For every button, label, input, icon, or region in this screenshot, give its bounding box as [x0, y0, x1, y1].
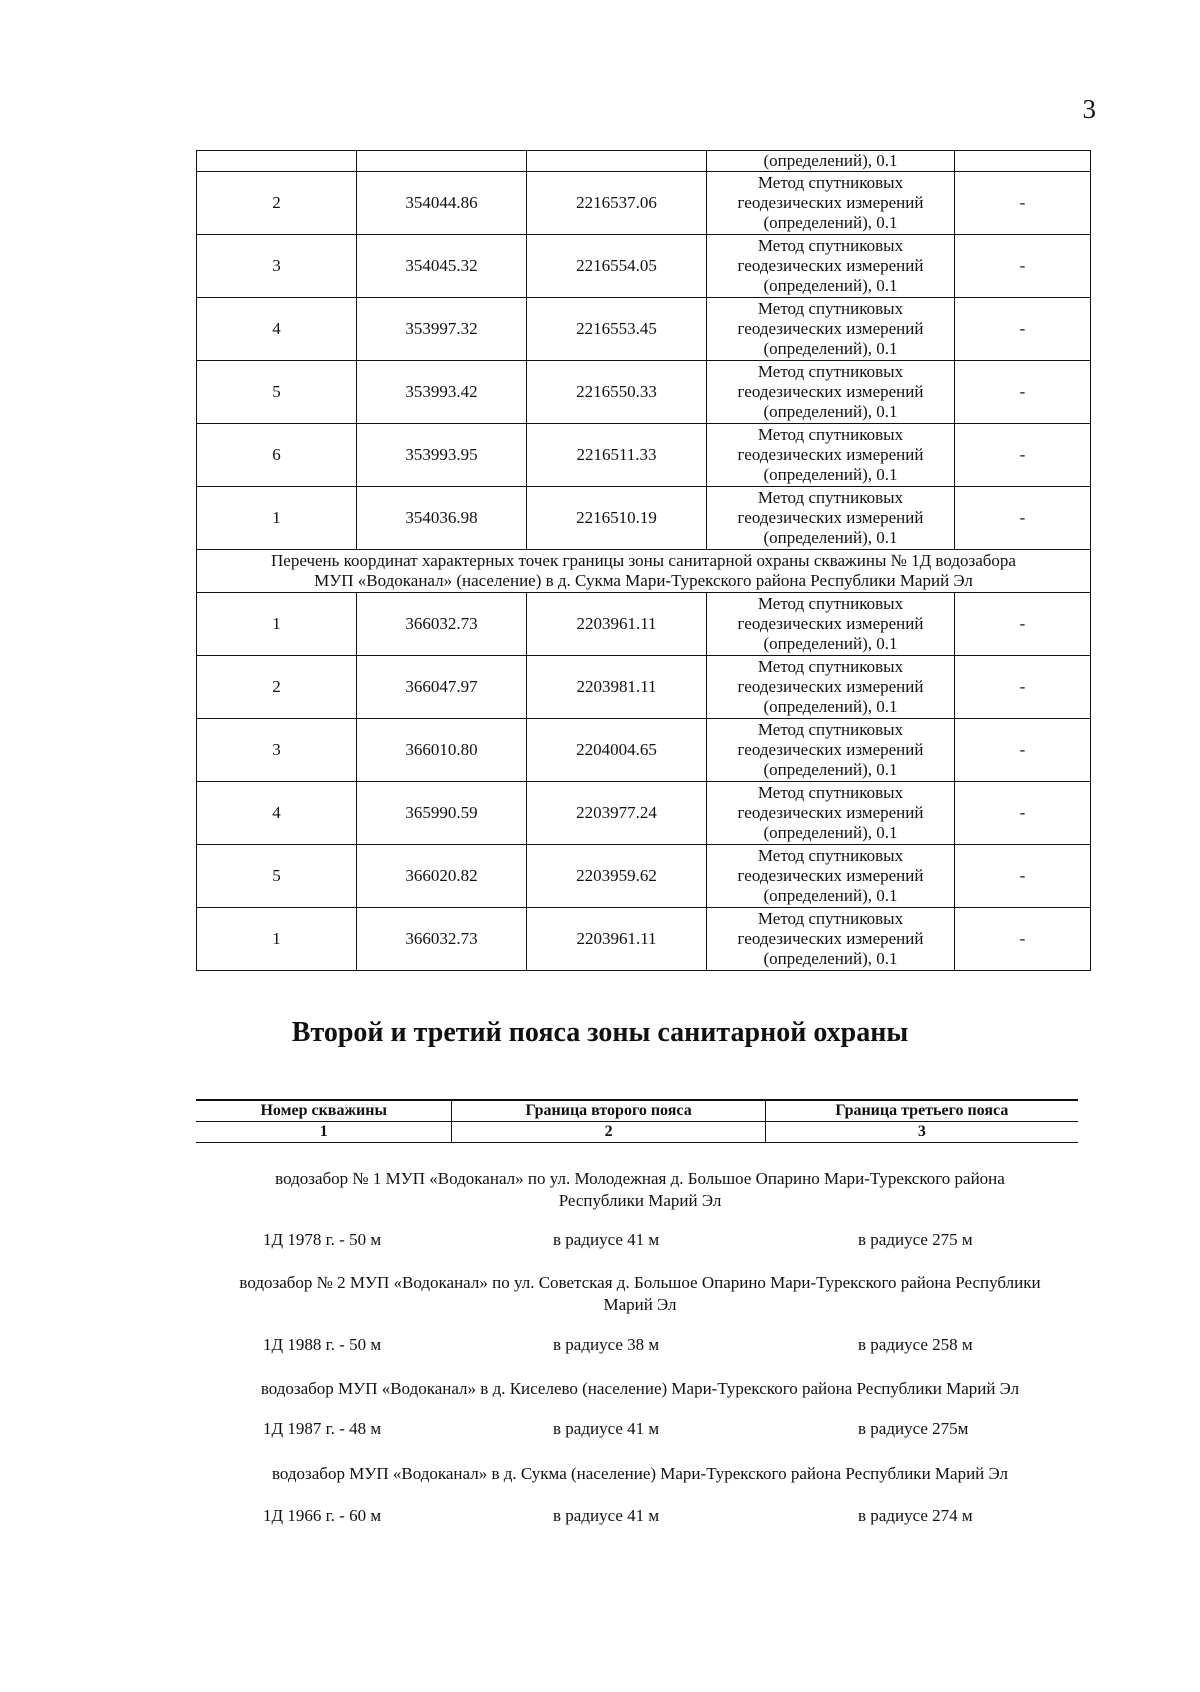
column-number-1: 1 — [319, 1123, 328, 1140]
table-row — [197, 235, 1091, 298]
column-header-third-belt: Граница третьего пояса — [765, 1101, 1078, 1121]
method-cell: Метод спутниковых геодезических измерений (определений), 0.1 — [707, 487, 955, 550]
third-belt-radius: в радиусе 274 м — [858, 1506, 973, 1525]
table-row — [197, 487, 1091, 550]
belts-table-header — [196, 1099, 1078, 1143]
well-coordinates-caption: Перечень координат характерных точек границы зоны санитарной охраны скважины № 1Д водозабора МУП «Водоканал» (население) в д. Сукма Мари-Турекского района Республики Марий Эл — [197, 550, 1091, 593]
column-number-3: 3 — [765, 1122, 1078, 1142]
note-cell: - — [955, 172, 1091, 235]
note-cell: - — [955, 487, 1091, 550]
table-row — [197, 424, 1091, 487]
x-coordinate-cell: 366047.97 — [357, 656, 527, 719]
note-cell: - — [955, 719, 1091, 782]
note-cell: - — [955, 656, 1091, 719]
note-cell: - — [955, 424, 1091, 487]
method-cell: Метод спутниковых геодезических измерений (определений), 0.1 — [707, 298, 955, 361]
second-belt-radius: в радиусе 41 м — [553, 1506, 660, 1525]
column-header-second-belt: Граница второго пояса — [451, 1101, 764, 1121]
method-cell: Метод спутниковых геодезических измерений (определений), 0.1 — [707, 656, 955, 719]
intake-belts-row — [0, 1334, 1200, 1356]
point-number-cell: 1 — [197, 593, 357, 656]
y-coordinate-cell: 2216553.45 — [527, 298, 707, 361]
intake-title: водозабор № 1 МУП «Водоканал» по ул. Молодежная д. Большое Опарино Мари-Турекского района Республики Марий Эл — [275, 1169, 1005, 1210]
point-number-cell: 5 — [197, 361, 357, 424]
note-cell: - — [955, 361, 1091, 424]
point-number-cell: 2 — [197, 172, 357, 235]
x-coordinate-cell: 366020.82 — [357, 845, 527, 908]
table-row — [197, 908, 1091, 971]
intake-belts-row — [0, 1418, 1200, 1440]
table-row — [197, 361, 1091, 424]
y-coordinate-cell: 2203961.11 — [527, 908, 707, 971]
method-cell: Метод спутниковых геодезических измерений (определений), 0.1 — [707, 845, 955, 908]
second-belt-radius: в радиусе 41 м — [553, 1419, 660, 1438]
point-number-cell: 6 — [197, 424, 357, 487]
column-number-2: 2 — [451, 1122, 764, 1142]
method-cell: Метод спутниковых геодезических измерений (определений), 0.1 — [707, 172, 955, 235]
y-coordinate-cell: 2216510.19 — [527, 487, 707, 550]
y-coordinate-cell — [527, 151, 707, 172]
well-info: 1Д 1966 г. - 60 м — [263, 1506, 382, 1525]
intake-title: водозабор МУП «Водоканал» в д. Киселево (население) Мари-Турекского района Республики Марий Эл — [260, 1379, 1020, 1398]
note-cell: - — [955, 782, 1091, 845]
method-cell: Метод спутниковых геодезических измерений (определений), 0.1 — [707, 593, 955, 656]
point-number-cell: 4 — [197, 782, 357, 845]
section-heading: Второй и третий пояса зоны санитарной охраны — [291, 1017, 909, 1048]
x-coordinate-cell: 353997.32 — [357, 298, 527, 361]
third-belt-radius: в радиусе 275м — [858, 1419, 969, 1438]
belts-header-row — [196, 1101, 1078, 1121]
x-coordinate-cell: 366032.73 — [357, 908, 527, 971]
column-header-well-number: Номер скважины — [260, 1102, 387, 1119]
third-belt-radius: в радиусе 275 м — [858, 1230, 973, 1249]
table-row — [197, 656, 1091, 719]
point-number-cell — [197, 151, 357, 172]
method-cell: Метод спутниковых геодезических измерений (определений), 0.1 — [707, 361, 955, 424]
table-row — [197, 593, 1091, 656]
x-coordinate-cell: 354044.86 — [357, 172, 527, 235]
y-coordinate-cell: 2203977.24 — [527, 782, 707, 845]
y-coordinate-cell: 2216511.33 — [527, 424, 707, 487]
x-coordinate-cell — [357, 151, 527, 172]
method-cell: Метод спутниковых геодезических измерений (определений), 0.1 — [707, 782, 955, 845]
x-coordinate-cell: 353993.42 — [357, 361, 527, 424]
table-row — [197, 172, 1091, 235]
method-cell: Метод спутниковых геодезических измерений (определений), 0.1 — [707, 908, 955, 971]
note-cell: - — [955, 845, 1091, 908]
table-row-partial — [197, 151, 1091, 172]
y-coordinate-cell: 2203981.11 — [527, 656, 707, 719]
x-coordinate-cell: 354045.32 — [357, 235, 527, 298]
point-number-cell: 3 — [197, 719, 357, 782]
table-row — [197, 845, 1091, 908]
coordinates-table — [196, 150, 1091, 971]
y-coordinate-cell: 2203959.62 — [527, 845, 707, 908]
point-number-cell: 3 — [197, 235, 357, 298]
note-cell — [955, 151, 1091, 172]
x-coordinate-cell: 366010.80 — [357, 719, 527, 782]
second-belt-radius: в радиусе 41 м — [553, 1230, 660, 1249]
note-cell: - — [955, 235, 1091, 298]
third-belt-radius: в радиусе 258 м — [858, 1335, 973, 1354]
note-cell: - — [955, 593, 1091, 656]
x-coordinate-cell: 354036.98 — [357, 487, 527, 550]
method-cell: Метод спутниковых геодезических измерений (определений), 0.1 — [707, 424, 955, 487]
table-row — [197, 782, 1091, 845]
intake-belts-row — [0, 1229, 1200, 1251]
method-cell: (определений), 0.1 — [707, 151, 955, 172]
y-coordinate-cell: 2216554.05 — [527, 235, 707, 298]
y-coordinate-cell: 2216550.33 — [527, 361, 707, 424]
note-cell: - — [955, 908, 1091, 971]
x-coordinate-cell: 366032.73 — [357, 593, 527, 656]
point-number-cell: 2 — [197, 656, 357, 719]
well-info: 1Д 1987 г. - 48 м — [263, 1419, 382, 1438]
table-caption-row — [197, 550, 1091, 593]
point-number-cell: 1 — [197, 908, 357, 971]
point-number-cell: 4 — [197, 298, 357, 361]
well-info: 1Д 1988 г. - 50 м — [263, 1335, 382, 1354]
y-coordinate-cell: 2203961.11 — [527, 593, 707, 656]
intake-title: водозабор МУП «Водоканал» в д. Сукма (население) Мари-Турекского района Республики Марий Эл — [271, 1464, 1009, 1483]
x-coordinate-cell: 365990.59 — [357, 782, 527, 845]
intake-title: водозабор № 2 МУП «Водоканал» по ул. Советская д. Большое Опарино Мари-Турекского района Республики Марий Эл — [239, 1273, 1041, 1314]
y-coordinate-cell: 2216537.06 — [527, 172, 707, 235]
table-row — [197, 298, 1091, 361]
method-cell: Метод спутниковых геодезических измерений (определений), 0.1 — [707, 235, 955, 298]
point-number-cell: 1 — [197, 487, 357, 550]
second-belt-radius: в радиусе 38 м — [553, 1335, 660, 1354]
x-coordinate-cell: 353993.95 — [357, 424, 527, 487]
belts-numbers-row — [196, 1121, 1078, 1142]
point-number-cell: 5 — [197, 845, 357, 908]
note-cell: - — [955, 298, 1091, 361]
method-cell: Метод спутниковых геодезических измерений (определений), 0.1 — [707, 719, 955, 782]
table-row — [197, 719, 1091, 782]
y-coordinate-cell: 2204004.65 — [527, 719, 707, 782]
well-info: 1Д 1978 г. - 50 м — [263, 1230, 382, 1249]
intake-belts-row — [0, 1505, 1200, 1527]
page-number: 3 — [1082, 94, 1096, 124]
